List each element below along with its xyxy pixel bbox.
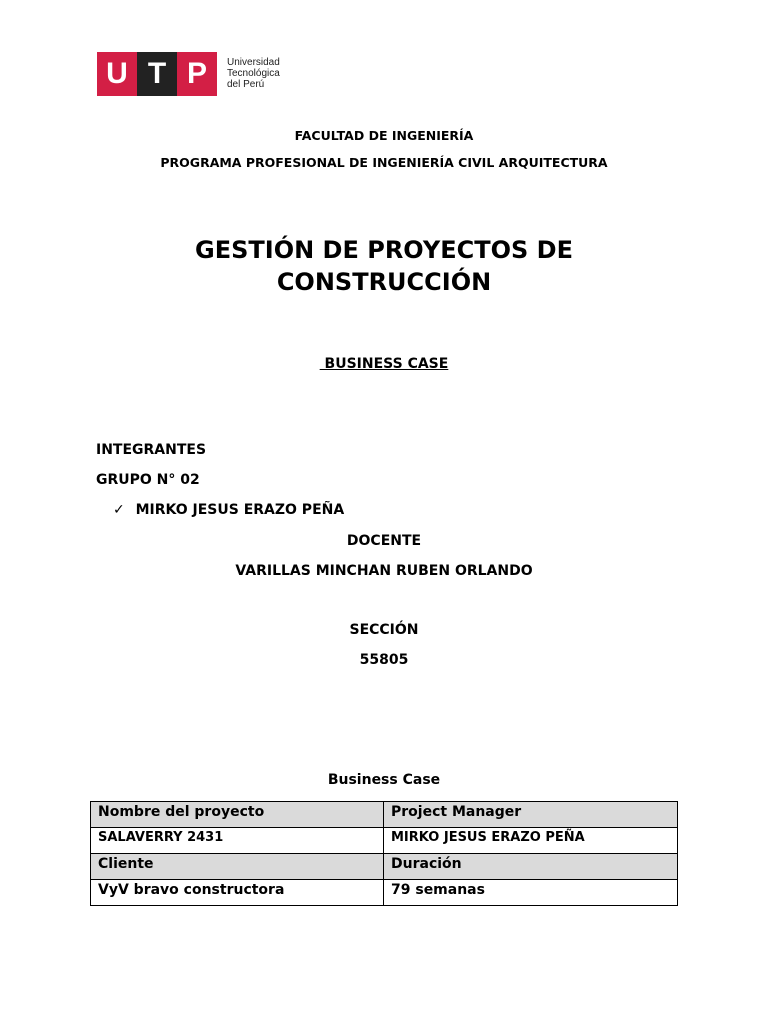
table-row [91,854,678,880]
table-row [91,828,678,854]
logo-letter-p: P [177,52,217,96]
logo-text-line: Tecnológica [227,68,280,79]
logo-letter-u: U [97,52,137,96]
table-cell: Cliente [91,854,384,880]
teacher-name: VARILLAS MINCHAN RUBEN ORLANDO [235,563,533,579]
table-cell: 79 semanas [384,880,678,906]
logo-text-line: Universidad [227,57,280,68]
utp-logo [97,52,217,96]
section-value: 55805 [359,652,409,668]
table-row [91,880,678,906]
title-line-2: CONSTRUCCIÓN [276,268,492,296]
group-label: GRUPO N° 02 [96,472,200,488]
table-cell: Project Manager [384,802,678,828]
logo-letter-t: T [137,52,177,96]
members-label: INTEGRANTES [96,442,207,458]
table-cell: MIRKO JESUS ERAZO PEÑA [384,828,678,854]
table-cell: VyV bravo constructora [91,880,384,906]
logo-text-line: del Perú [227,79,265,90]
table-cell: Duración [384,854,678,880]
program-heading: PROGRAMA PROFESIONAL DE INGENIERÍA CIVIL ARQUITECTURA [160,155,608,170]
table-caption: Business Case [327,772,441,788]
table-cell: Nombre del proyecto [91,802,384,828]
table-row [91,802,678,828]
member-item [113,502,344,518]
document-title [0,234,768,298]
subtitle-wrap [0,353,768,372]
title-line-1: GESTIÓN DE PROYECTOS DE [195,236,573,264]
table-cell: SALAVERRY 2431 [91,828,384,854]
teacher-label: DOCENTE [346,533,422,549]
member-name: MIRKO JESUS ERAZO PEÑA [135,502,345,518]
business-case-table [90,801,678,906]
subtitle: BUSINESS CASE [319,356,449,372]
logo-text [227,57,280,90]
check-icon: ✓ [113,502,125,518]
section-label: SECCIÓN [349,622,419,638]
faculty-heading: FACULTAD DE INGENIERÍA [294,128,474,143]
